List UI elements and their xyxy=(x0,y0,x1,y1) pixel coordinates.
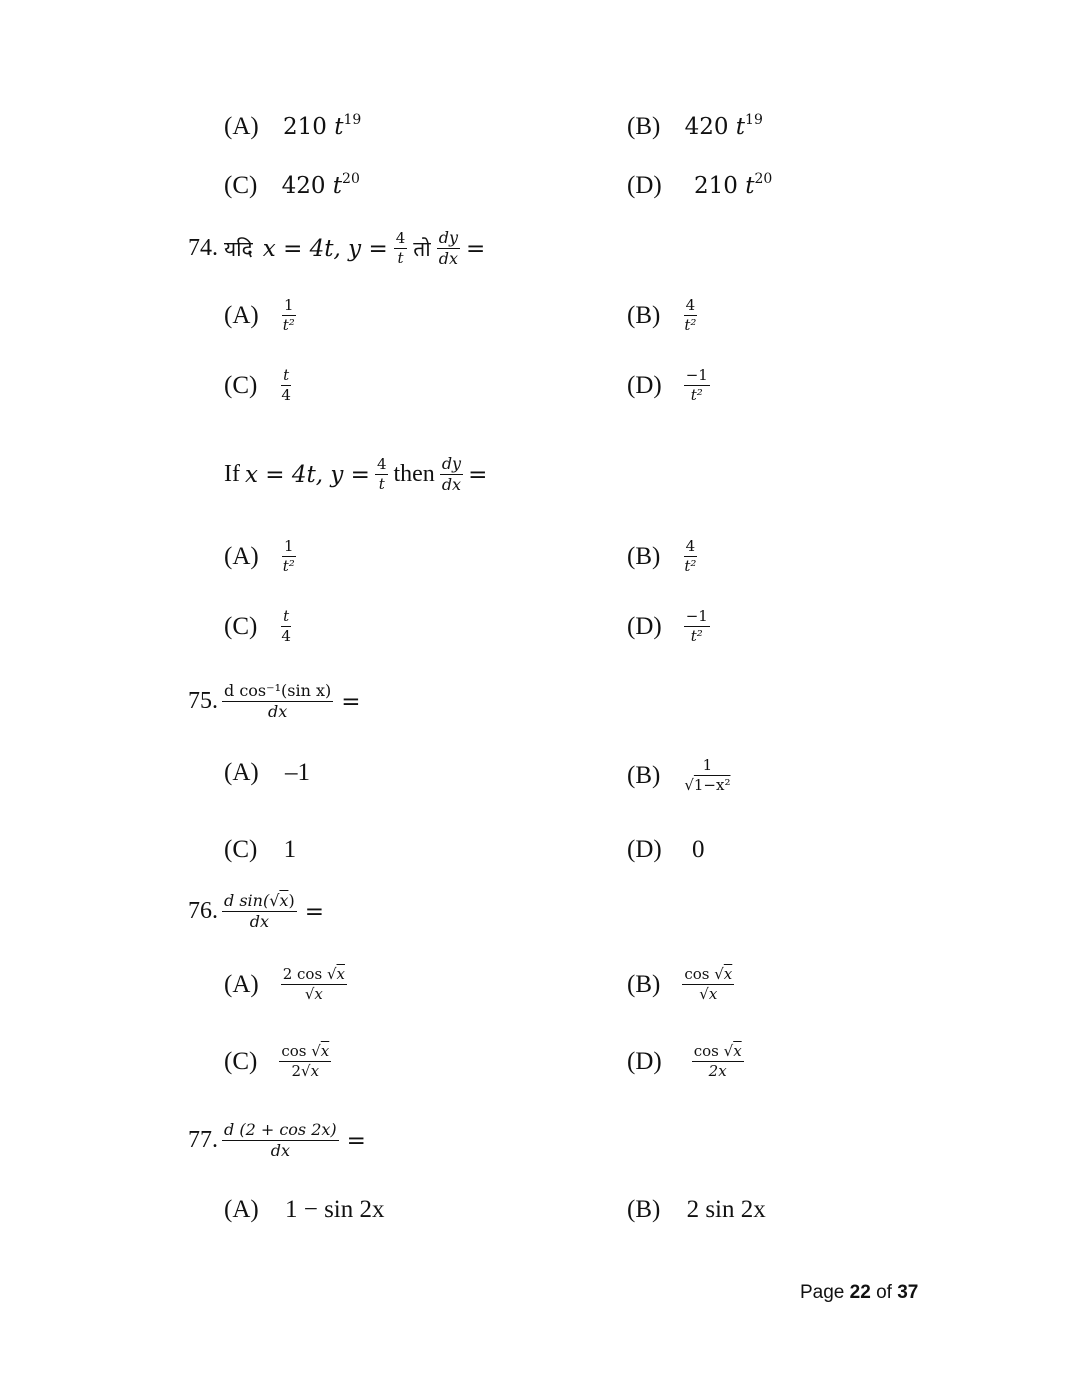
numerator: dy xyxy=(438,228,458,247)
equals-sign: = xyxy=(465,235,486,262)
question-76 xyxy=(188,893,324,930)
equals-sign: = xyxy=(341,688,361,715)
denominator: dx xyxy=(249,912,269,931)
question-74-english xyxy=(224,456,487,493)
option-label: (C) xyxy=(224,836,258,863)
denominator: dx xyxy=(270,1141,290,1160)
option-b-77 xyxy=(627,1196,766,1224)
option-fraction xyxy=(281,967,347,1002)
radicand: x xyxy=(723,965,733,983)
numerator: t xyxy=(283,366,290,384)
denominator: t² xyxy=(690,386,703,404)
numerator: 1 xyxy=(702,756,713,774)
numerator: d sin(√x) xyxy=(224,891,295,910)
radicand: x xyxy=(320,1042,330,1060)
option-c-prev xyxy=(224,172,360,200)
coef: 210 xyxy=(282,114,327,140)
option-value xyxy=(694,173,772,199)
denominator: t² xyxy=(684,557,697,575)
page-word: Page xyxy=(800,1282,845,1303)
question-number: 74. xyxy=(188,235,218,261)
numerator: t xyxy=(283,607,290,625)
denominator: 2√x xyxy=(291,1062,320,1080)
question-fraction xyxy=(222,893,297,930)
option-d-74-hi xyxy=(627,368,710,403)
question-number: 75. xyxy=(188,688,218,714)
option-d-74-en xyxy=(627,609,710,644)
denominator: t² xyxy=(282,557,295,575)
denominator: t² xyxy=(684,316,697,334)
option-label: (B) xyxy=(627,761,661,789)
option-fraction xyxy=(692,1044,744,1079)
english-then: then xyxy=(393,461,435,487)
option-fraction xyxy=(281,539,297,574)
question-expression: x = 4t, y = xyxy=(262,235,388,262)
radicand: 1−x² xyxy=(693,776,731,794)
option-c-75 xyxy=(224,836,296,864)
option-a-74-hi xyxy=(224,298,297,333)
numerator: cos √x xyxy=(684,965,733,983)
denominator: 4 xyxy=(281,386,291,404)
option-label: (A) xyxy=(224,759,259,786)
numerator: 4 xyxy=(395,229,406,247)
numerator-prefix: cos xyxy=(281,1042,312,1060)
option-label: (A) xyxy=(224,1196,259,1223)
option-b-75 xyxy=(627,758,732,793)
question-77 xyxy=(188,1122,366,1159)
option-b-76 xyxy=(627,967,734,1002)
option-label: (D) xyxy=(627,836,662,863)
coef: 210 xyxy=(693,173,738,199)
denominator: 2x xyxy=(708,1062,727,1080)
option-label: (B) xyxy=(627,113,661,140)
question-fraction xyxy=(222,683,333,720)
coef: 420 xyxy=(684,114,729,140)
numerator: −1 xyxy=(685,607,708,625)
page-footer xyxy=(800,1282,918,1304)
current-page: 22 xyxy=(849,1282,871,1303)
hindi-if: यदि xyxy=(224,236,253,261)
var: t xyxy=(735,114,746,140)
var: t xyxy=(332,173,343,199)
option-b-prev xyxy=(627,113,763,141)
option-label: (C) xyxy=(224,1047,258,1075)
numerator-suffix: ) xyxy=(288,891,295,910)
option-label: (D) xyxy=(627,612,662,640)
option-fraction xyxy=(279,368,293,403)
radicand: x xyxy=(708,985,718,1003)
numerator: 4 xyxy=(685,537,696,555)
equals-sign: = xyxy=(346,1127,366,1154)
numerator: d (2 + cos 2x) xyxy=(224,1120,337,1139)
denominator: t xyxy=(378,475,385,493)
option-value xyxy=(685,114,763,140)
numerator: 1 xyxy=(283,296,294,314)
radicand: x xyxy=(733,1042,742,1060)
option-label: (D) xyxy=(627,1047,662,1075)
numerator: 2 cos √x xyxy=(282,965,345,983)
question-75 xyxy=(188,683,361,720)
question-fraction xyxy=(222,1122,339,1159)
denominator: t² xyxy=(282,316,295,334)
option-value: –1 xyxy=(284,759,310,786)
numerator-prefix: cos xyxy=(693,1042,724,1060)
radicand: x xyxy=(336,965,345,983)
var: t xyxy=(745,173,755,199)
option-fraction xyxy=(279,1044,331,1079)
y-fraction xyxy=(375,457,389,492)
english-if: If xyxy=(224,461,240,487)
var: t xyxy=(334,114,344,140)
option-d-76 xyxy=(627,1044,744,1079)
option-a-prev xyxy=(224,113,361,141)
option-label: (B) xyxy=(627,542,661,570)
option-fraction xyxy=(682,298,698,333)
numerator-prefix: cos xyxy=(684,965,715,983)
denominator: √x xyxy=(699,985,718,1003)
dydx-fraction xyxy=(437,230,460,267)
numerator: cos √x xyxy=(281,1042,330,1060)
denominator: dx xyxy=(438,249,458,268)
option-b-74-hi xyxy=(627,298,698,333)
numerator-prefix: 2 cos xyxy=(282,965,327,983)
exponent: 19 xyxy=(343,112,362,128)
numerator: d cos⁻¹(sin x) xyxy=(224,681,332,700)
numerator: 1 xyxy=(283,537,294,555)
hindi-then: तो xyxy=(413,236,431,261)
question-number: 76. xyxy=(188,898,218,924)
question-74-hindi xyxy=(188,230,485,267)
total-pages: 37 xyxy=(897,1282,919,1303)
option-c-76 xyxy=(224,1044,331,1079)
option-value: 0 xyxy=(691,836,705,863)
option-b-74-en xyxy=(627,539,698,574)
option-label: (D) xyxy=(627,172,662,199)
option-label: (A) xyxy=(224,301,259,329)
option-fraction xyxy=(682,539,698,574)
denominator: √1−x² xyxy=(684,776,731,794)
option-d-prev xyxy=(627,172,772,200)
option-value: 1 − sin 2x xyxy=(284,1196,385,1223)
option-fraction xyxy=(682,967,734,1002)
denominator: dx xyxy=(267,702,288,721)
denominator-prefix: 2 xyxy=(291,1062,302,1080)
option-label: (A) xyxy=(224,970,259,998)
option-label: (A) xyxy=(224,542,259,570)
denominator: t xyxy=(397,249,404,267)
question-number: 77. xyxy=(188,1127,218,1153)
radicand: x xyxy=(279,891,289,910)
option-label: (C) xyxy=(224,172,258,199)
option-fraction xyxy=(684,368,710,403)
option-label: (D) xyxy=(627,371,662,399)
numerator: dy xyxy=(441,454,462,473)
option-fraction xyxy=(279,609,293,644)
option-d-75 xyxy=(627,836,704,864)
option-a-76 xyxy=(224,967,347,1002)
equals-sign: = xyxy=(304,898,324,925)
option-label: (C) xyxy=(224,612,258,640)
dydx-fraction xyxy=(440,456,463,493)
denominator: t² xyxy=(690,627,703,645)
option-value: 2 sin 2x xyxy=(686,1196,766,1223)
option-value xyxy=(283,114,361,140)
exponent: 19 xyxy=(745,112,763,128)
option-c-74-en xyxy=(224,609,293,644)
denominator: √x xyxy=(304,985,323,1003)
option-c-74-hi xyxy=(224,368,293,403)
option-value xyxy=(282,173,360,199)
option-fraction xyxy=(281,298,297,333)
numerator: 4 xyxy=(376,455,387,473)
radicand: x xyxy=(310,1062,320,1080)
option-label: (A) xyxy=(224,113,259,140)
option-a-74-en xyxy=(224,539,297,574)
option-label: (B) xyxy=(627,1196,661,1223)
denominator: 4 xyxy=(281,627,291,645)
option-label: (B) xyxy=(627,301,661,329)
numerator: −1 xyxy=(685,366,708,384)
y-fraction xyxy=(394,231,408,266)
question-expression: x = 4t, y = xyxy=(244,461,370,488)
option-label: (B) xyxy=(627,970,661,998)
option-value: 1 xyxy=(283,836,297,863)
option-label: (C) xyxy=(224,371,258,399)
option-fraction xyxy=(684,609,710,644)
option-a-77 xyxy=(224,1196,385,1224)
equals-sign: = xyxy=(468,461,488,488)
exponent: 20 xyxy=(342,171,360,187)
of-word: of xyxy=(876,1282,892,1303)
numerator: cos √x xyxy=(693,1042,742,1060)
numerator-prefix: d sin( xyxy=(224,891,270,910)
coef: 420 xyxy=(281,173,326,199)
option-a-75 xyxy=(224,759,310,787)
option-fraction xyxy=(682,758,732,793)
radicand: x xyxy=(314,985,323,1003)
denominator: dx xyxy=(441,475,462,494)
numerator: 4 xyxy=(685,296,696,314)
exponent: 20 xyxy=(754,171,773,187)
